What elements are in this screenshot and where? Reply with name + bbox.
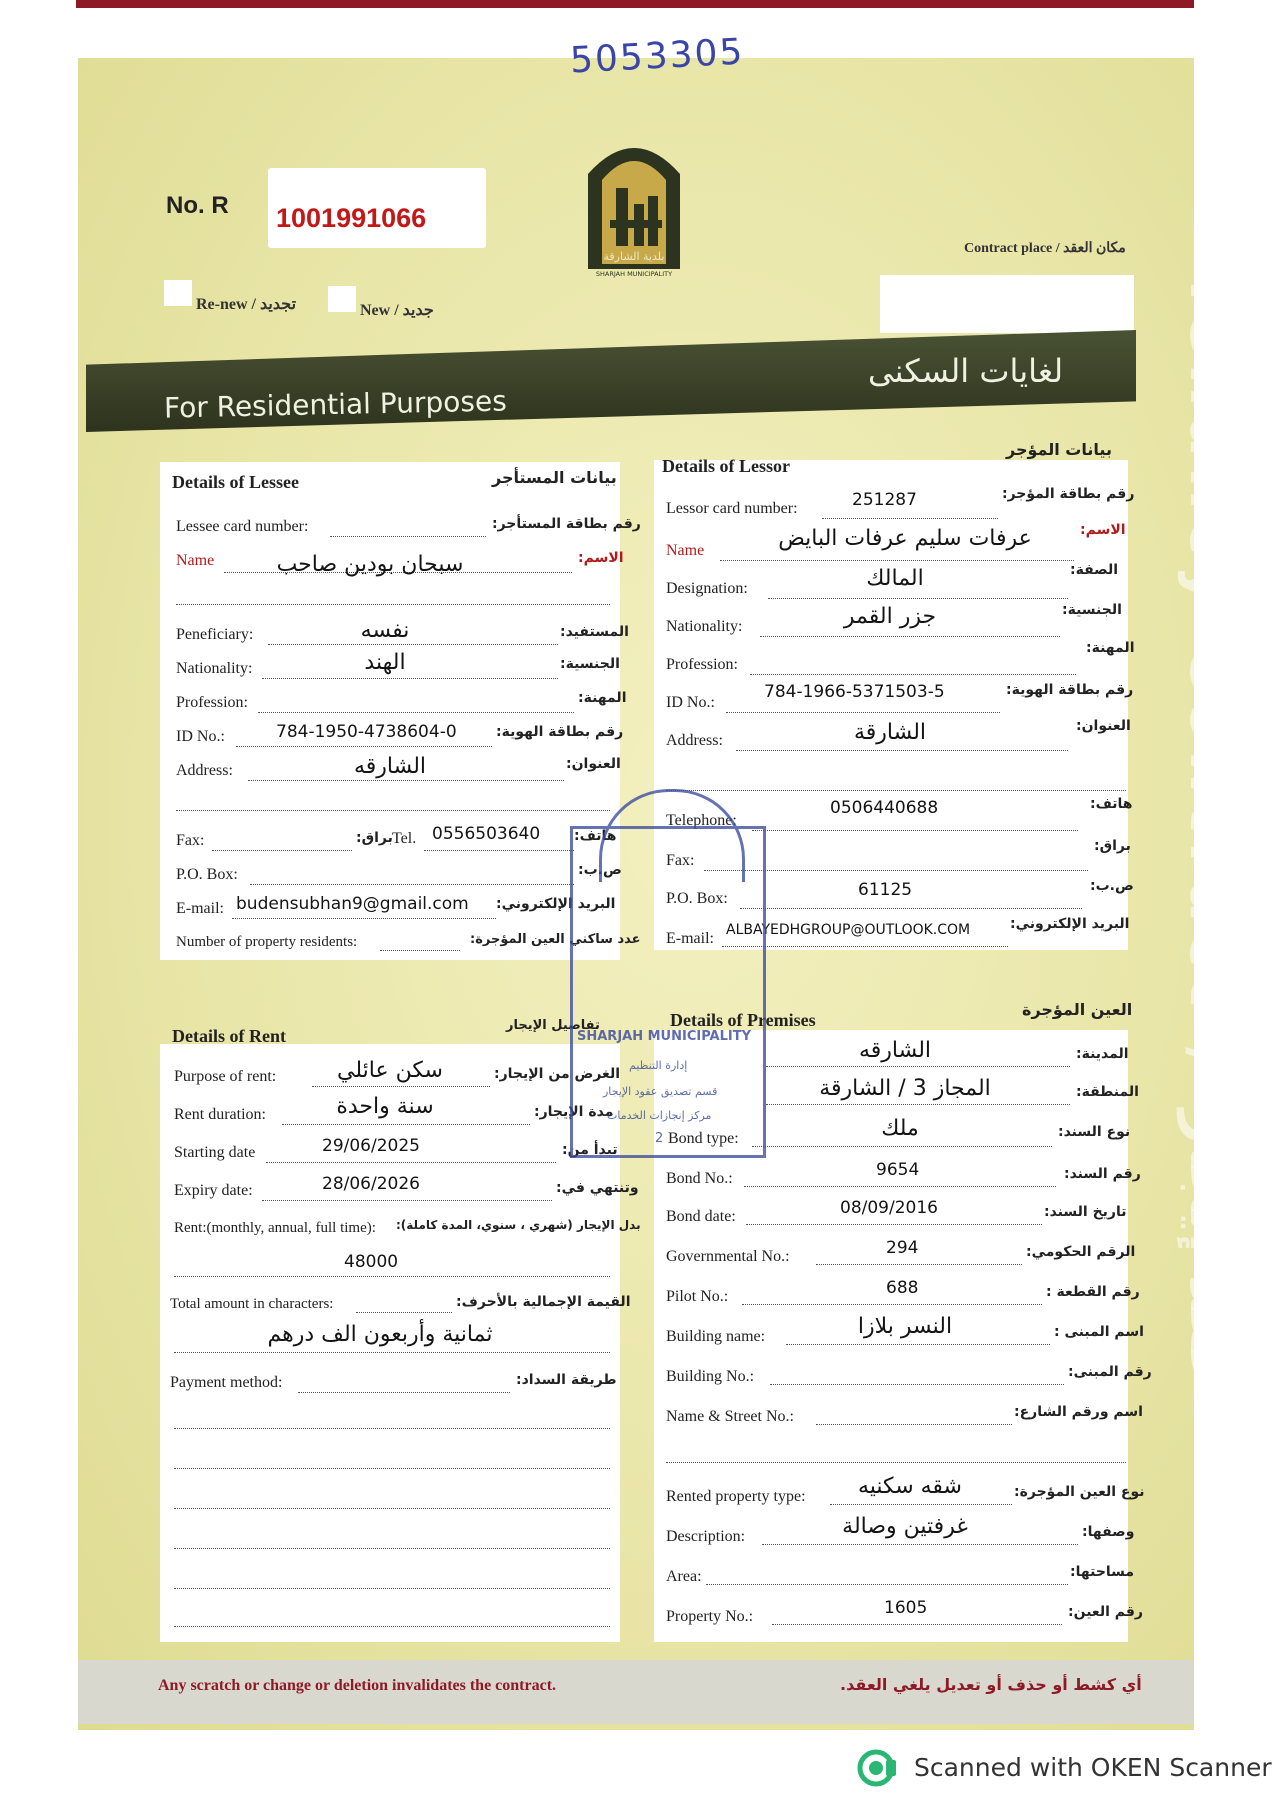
premises-pilot: 688 [886, 1278, 919, 1298]
lessee-residents-label: Number of property residents: [176, 934, 358, 950]
lessor-card-label-ar: رقم بطاقة المؤجر: [1002, 486, 1135, 502]
premises-pilot-label-ar: رقم القطعة : [1046, 1284, 1140, 1300]
premises-city-label-ar: المدينة: [1076, 1046, 1129, 1062]
lessor-designation: المالك [866, 566, 924, 591]
premises-property-no: 1605 [884, 1598, 928, 1618]
sharjah-municipality-logo [576, 124, 692, 284]
premises-gov-label-ar: الرقم الحكومي: [1026, 1244, 1136, 1260]
rent-duration-label: Rent duration: [174, 1106, 266, 1123]
lessor-address: الشارقة [853, 720, 927, 745]
renew-checkbox[interactable] [164, 280, 192, 306]
lessor-tel-label-ar: هاتف: [1090, 796, 1133, 812]
lessee-fax-label: Fax: [176, 832, 205, 849]
handwritten-number: 5053305 [569, 31, 746, 82]
lessor-email-label: E-mail: [666, 930, 714, 947]
stamp-line2: قسم تصديق عقود الإيجار [603, 1085, 718, 1098]
premises-sqm-label: Area: [666, 1568, 702, 1585]
premises-description-label: Description: [666, 1528, 746, 1545]
banner-english: For Residential Purposes [163, 384, 508, 425]
rent-purpose-label-ar: الغرض من الإيجار: [494, 1066, 620, 1082]
lessee-fax-label-ar: براق: [356, 830, 393, 846]
premises-building-name-label-ar: اسم المبنى : [1054, 1324, 1144, 1340]
premises-description-label-ar: وصفها: [1082, 1524, 1135, 1540]
lessee-card-label-ar: رقم بطاقة المستأجر: [492, 516, 641, 532]
lessee-id-label-ar: رقم بطاقة الهوية: [496, 724, 624, 740]
lessee-title: Details of Lessee [172, 472, 299, 492]
rent-purpose: سكن عائلي [337, 1058, 443, 1083]
lessor-card: 251287 [852, 490, 917, 510]
lessee-beneficiary-label-ar: المستفيد: [560, 624, 629, 640]
premises-building-no-label-ar: رقم المبنى: [1068, 1364, 1152, 1380]
lessee-id-label: ID No.: [176, 728, 225, 745]
contract-place-label: Contract place / مكان العقد [964, 241, 1126, 256]
lessee-nationality-label: Nationality: [176, 660, 253, 677]
lessor-name-label-ar: الاسم: [1080, 522, 1126, 538]
rent-amount: 48000 [344, 1252, 399, 1272]
top-border [76, 0, 1194, 8]
lessor-nationality-label: Nationality: [666, 618, 743, 635]
municipality-stamp [570, 826, 766, 1158]
lessor-pobox-label: P.O. Box: [666, 890, 728, 907]
rent-purpose-label: Purpose of rent: [174, 1068, 277, 1085]
lessee-address: الشارقه [353, 754, 427, 779]
contract-number-label: No. R [166, 192, 229, 219]
lessee-id: 784-1950-4738604-0 [276, 722, 457, 742]
lessor-email: ALBAYEDHGROUP@OUTLOOK.COM [726, 922, 971, 938]
rent-expiry-label: Expiry date: [174, 1182, 253, 1199]
lessor-tel-label: Telephone: [666, 812, 737, 829]
rent-duration: سنة واحدة [336, 1094, 434, 1119]
premises-pilot-label: Pilot No.: [666, 1288, 729, 1305]
lessor-nationality: جزر القمر [843, 604, 937, 629]
lessee-beneficiary-label: Peneficiary: [176, 626, 254, 643]
rent-title-ar: تفاصيل الإيجار [506, 1018, 600, 1033]
premises-type-label-ar: نوع العين المؤجرة: [1014, 1484, 1145, 1500]
lessor-pobox-label-ar: ص.ب: [1090, 878, 1134, 894]
lessee-tel-label-ar: هاتف: [574, 828, 617, 844]
lessee-email: budensubhan9@gmail.com [236, 894, 469, 914]
lessee-residents-label-ar: عدد ساكني العين المؤجرة: [470, 932, 641, 947]
rent-words-label: Total amount in characters: [170, 1296, 334, 1312]
lessor-nationality-label-ar: الجنسية: [1062, 602, 1122, 618]
logo-english-text: SHARJAH MUNICIPALITY [595, 270, 673, 278]
lessor-name-label: Name [666, 542, 705, 559]
premises-property-no-label: Property No.: [666, 1608, 754, 1625]
premises-type: شقه سكنيه [857, 1474, 962, 1499]
vertical-title: Tenancy Contract / عقد إيجار [1176, 270, 1246, 1393]
footer-warning-arabic: أي كشط أو حذف أو تعديل يلغي العقد. [840, 1675, 1142, 1694]
lessor-title: Details of Lessor [662, 456, 790, 476]
lessor-name: عرفات سليم عرفات البايض [778, 526, 1032, 551]
lessor-card-label: Lessor card number: [666, 500, 798, 517]
premises-building-name: النسر بلازا [857, 1314, 953, 1339]
premises-bond-type: ملك [881, 1116, 919, 1141]
lessor-id-label-ar: رقم بطاقة الهوية: [1006, 682, 1134, 698]
rent-start: 29/06/2025 [322, 1136, 420, 1156]
lessee-pobox-label-ar: ص.ب: [578, 862, 622, 878]
premises-description: غرفتين وصالة [842, 1514, 968, 1539]
lessee-beneficiary: نفسه [360, 618, 410, 643]
rent-start-label-ar: تبدأ من: [562, 1142, 618, 1158]
lessor-pobox: 61125 [858, 880, 913, 900]
lessee-name-label-ar: الاسم: [578, 550, 624, 566]
premises-bond-no: 9654 [876, 1160, 920, 1180]
lessor-designation-label-ar: الصفة: [1070, 562, 1119, 578]
rent-words-label-ar: القيمة الإجمالية بالأحرف: [456, 1294, 631, 1310]
lessee-pobox-label: P.O. Box: [176, 866, 238, 883]
lessor-designation-label: Designation: [666, 580, 748, 597]
premises-building-no-label: Building No.: [666, 1368, 755, 1385]
lessor-address-label: Address: [666, 732, 723, 749]
lessor-id: 784-1966-5371503-5 [764, 682, 945, 702]
stamp-line1: إدارة التنظيم [629, 1059, 688, 1072]
lessee-nationality-label-ar: الجنسية: [560, 656, 620, 672]
premises-title-ar: العين المؤجرة [1022, 1000, 1133, 1019]
premises-type-label: Rented property type: [666, 1488, 806, 1505]
premises-street-label: Name & Street No.: [666, 1408, 794, 1425]
lessor-id-label: ID No.: [666, 694, 715, 711]
lessee-address-label: Address: [176, 762, 233, 779]
premises-bond-type-label-ar: نوع السند: [1058, 1124, 1131, 1140]
rent-payment-label-ar: طريقة السداد: [516, 1372, 617, 1388]
premises-bond-date-label-ar: تاريخ السند: [1044, 1204, 1127, 1220]
logo-arabic-text: بلدية الشارقة [603, 250, 665, 263]
lessee-tel-label: Tel. [392, 830, 417, 847]
premises-bond-no-label-ar: رقم السند: [1064, 1166, 1141, 1182]
contract-place-box [880, 275, 1134, 333]
footer-warning-english: Any scratch or change or deletion invalidates the contract. [158, 1677, 557, 1694]
scanner-watermark: Scanned with OKEN Scanner [914, 1753, 1272, 1782]
renew-label: Re-new / تجديد [196, 296, 297, 313]
lessee-nationality: الهند [364, 650, 406, 675]
contract-number: 1001991066 [276, 203, 427, 233]
premises-area: المجاز 3 / الشارقة [819, 1076, 991, 1101]
scanner-logo-icon [856, 1746, 900, 1790]
lessor-profession-label-ar: المهنة: [1086, 640, 1135, 656]
premises-title: Details of Premises [670, 1010, 816, 1030]
lessee-address-label-ar: العنوان: [566, 756, 621, 772]
lessee-tel: 0556503640 [432, 824, 541, 844]
premises-street-label-ar: اسم ورقم الشارع: [1014, 1404, 1143, 1420]
rent-title: Details of Rent [172, 1026, 286, 1046]
lessor-title-ar: بيانات المؤجر [1006, 440, 1112, 459]
lessee-card-label: Lessee card number: [176, 518, 309, 535]
lessor-fax-label: Fax: [666, 852, 695, 869]
lessee-email-label-ar: البريد الإلكتروني: [496, 896, 616, 912]
rent-expiry: 28/06/2026 [322, 1174, 420, 1194]
lessee-profession-label: Profession: [176, 694, 248, 711]
lessee-name: سبحان بودين صاحب [276, 552, 464, 577]
rent-amount-label: Rent:(monthly, annual, full time): [174, 1220, 376, 1236]
rent-amount-label-ar: بدل الإيجار (شهري ، سنوي، المدة كاملة): [396, 1218, 641, 1232]
lessor-tel: 0506440688 [830, 798, 939, 818]
lessor-email-label-ar: البريد الإلكتروني: [1010, 916, 1130, 932]
premises-gov-label: Governmental No.: [666, 1248, 790, 1265]
premises-city: الشارقه [858, 1038, 932, 1063]
stamp-english: SHARJAH MUNICIPALITY [577, 1029, 752, 1044]
new-checkbox[interactable] [328, 286, 356, 312]
premises-bond-date-label: Bond date: [666, 1208, 736, 1225]
premises-building-name-label: Building name: [666, 1328, 766, 1345]
premises-sqm-label-ar: مساحتها: [1070, 1564, 1135, 1580]
premises-bond-type-label: Bond type: [668, 1130, 739, 1147]
rent-expiry-label-ar: وتنتهي في: [556, 1180, 639, 1196]
lessee-email-label: E-mail: [176, 900, 224, 917]
rent-words: ثمانية وأربعون الف درهم [267, 1322, 493, 1347]
new-label: New / جديد [360, 302, 434, 319]
rent-payment-label: Payment method: [170, 1374, 283, 1391]
lessor-address-label-ar: العنوان: [1076, 718, 1131, 734]
rent-start-label: Starting date [174, 1144, 256, 1161]
premises-bond-no-label: Bond No.: [666, 1170, 733, 1187]
rent-duration-label-ar: مدة الإيجار: [534, 1104, 614, 1120]
premises-bond-date: 08/09/2016 [840, 1198, 938, 1218]
stamp-number: 2 [655, 1131, 664, 1146]
premises-gov: 294 [886, 1238, 919, 1258]
banner-arabic: لغايات السكنى [868, 352, 1064, 390]
premises-area-label-ar: المنطقة: [1076, 1084, 1139, 1100]
lessee-name-label: Name [176, 552, 215, 569]
stamp-line3: مركز إنجازات الخدمات [607, 1109, 712, 1122]
lessor-fax-label-ar: براق: [1094, 838, 1131, 854]
premises-property-no-label-ar: رقم العين: [1068, 1604, 1143, 1620]
lessee-title-ar: بيانات المستأجر [492, 468, 617, 487]
lessor-profession-label: Profession: [666, 656, 738, 673]
lessee-profession-label-ar: المهنة: [578, 690, 627, 706]
